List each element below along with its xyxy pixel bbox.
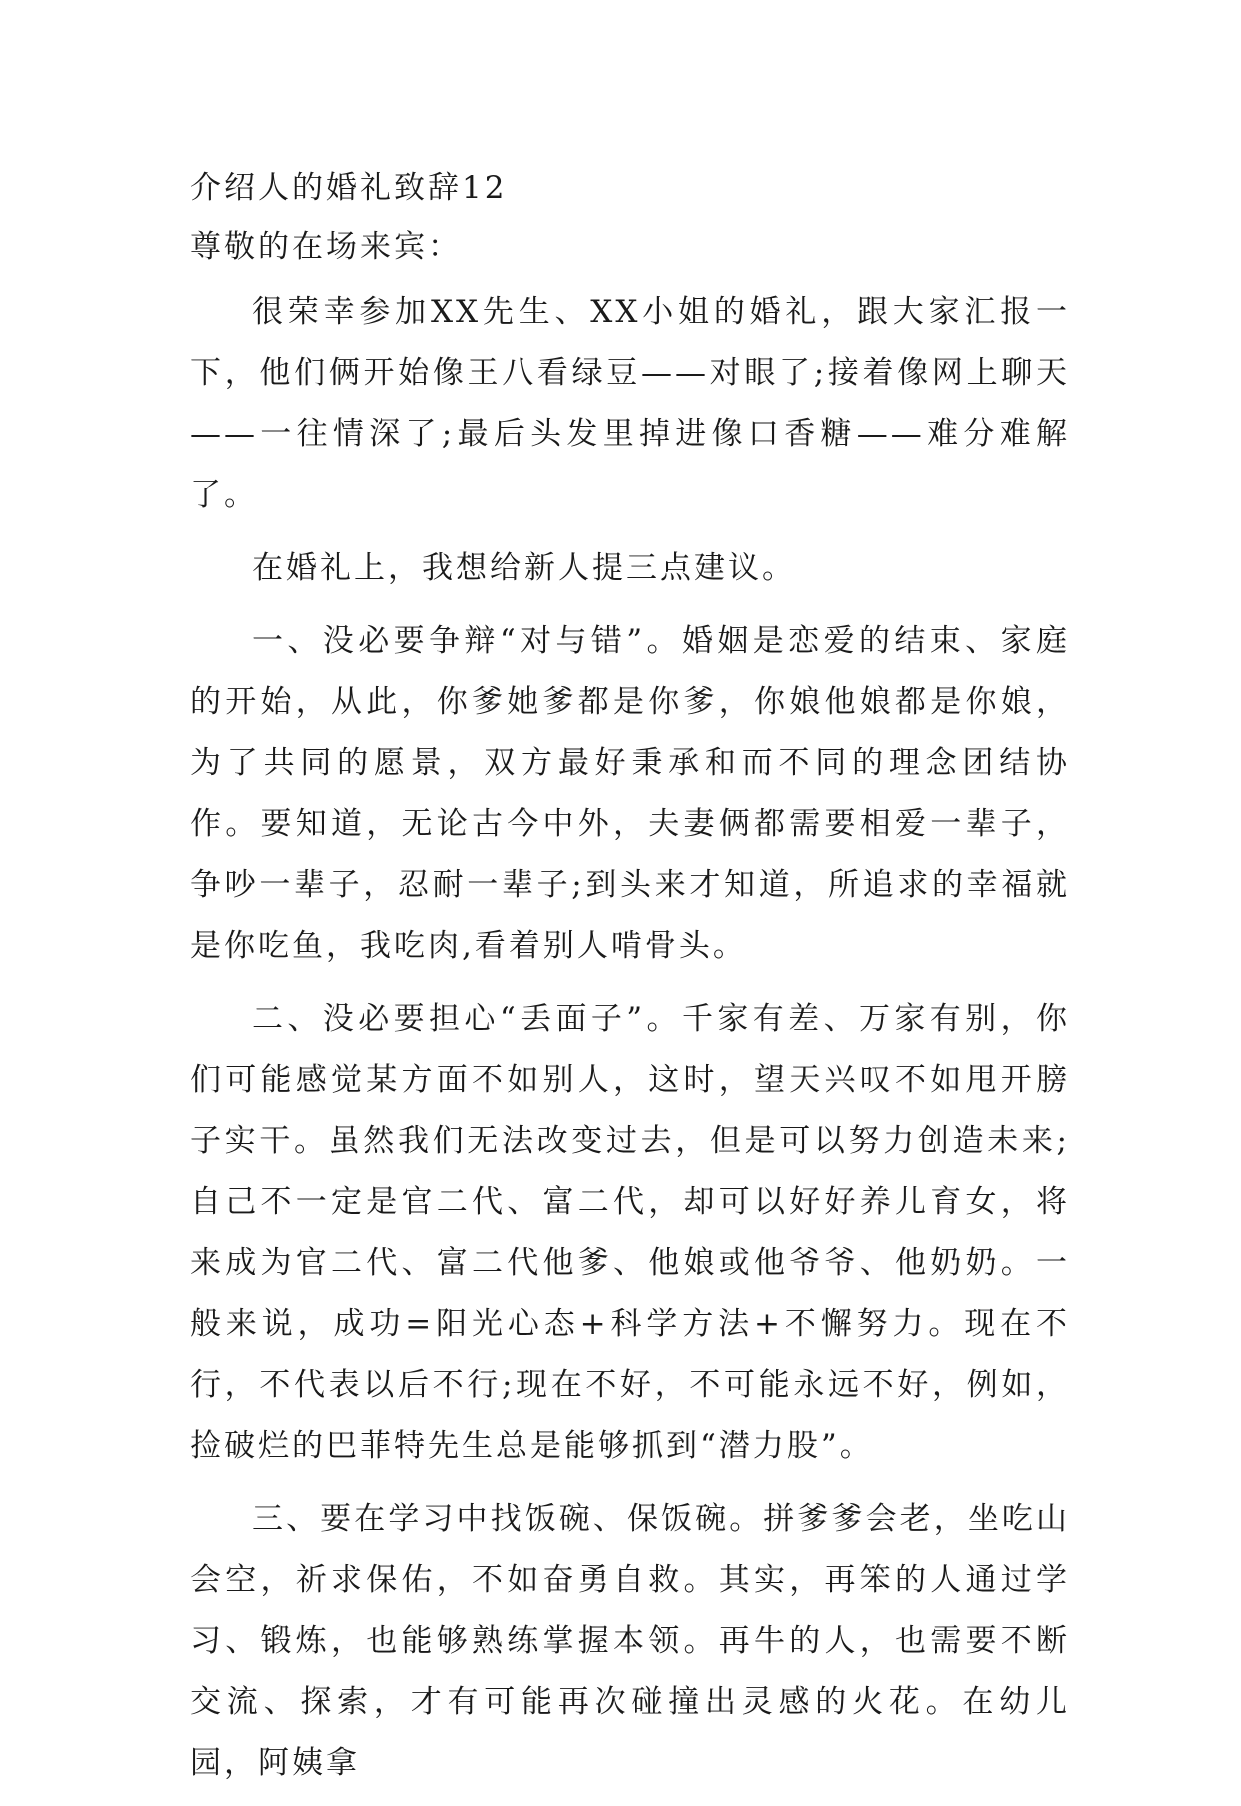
paragraph-intro: 很荣幸参加XX先生、XX小姐的婚礼，跟大家汇报一下，他们俩开始像王八看绿豆——对眼了;接着像网上聊天——一往情深了;最后头发里掉进像口香糖——难分难解了。 bbox=[190, 294, 1070, 513]
paragraph-suggestion-two: 二、没必要担心“丢面子”。千家有差、万家有别，你们可能感觉某方面不如别人，这时，望天兴叹不如甩开膀子实干。虽然我们无法改变过去，但是可以努力创造未来;自己不一定是官二代、富二代，却可以好好养儿育女，将来成为官二代、富二代他爹、他娘或他爷爷、他奶奶。一般来说，成功=阳光心态+科学方法+不懈努力。现在不行，不代表以后不行;现在不好，不可能永远不好，例如，捡破烂的巴菲特先生总是能够抓到“潜力股”。 bbox=[190, 1001, 1070, 1464]
document-body bbox=[190, 282, 1070, 1794]
paragraph-suggestions-intro: 在婚礼上，我想给新人提三点建议。 bbox=[252, 550, 796, 586]
paragraph-suggestion-three: 三、要在学习中找饭碗、保饭碗。拼爹爹会老，坐吃山会空，祈求保佑，不如奋勇自救。其实，再笨的人通过学习、锻炼，也能够熟练掌握本领。再牛的人，也需要不断交流、探索，才有可能再次碰撞出灵感的火花。在幼儿园，阿姨拿 bbox=[190, 1501, 1070, 1781]
salutation: 尊敬的在场来宾： bbox=[190, 229, 462, 265]
paragraph-suggestion-one: 一、没必要争辩“对与错”。婚姻是恋爱的结束、家庭的开始，从此，你爹她爹都是你爹，你娘他娘都是你娘，为了共同的愿景，双方最好秉承和而不同的理念团结协作。要知道，无论古今中外，夫妻俩都需要相爱一辈子，争吵一辈子，忍耐一辈子;到头来才知道，所追求的幸福就是你吃鱼，我吃肉,看着别人啃骨头。 bbox=[190, 623, 1070, 964]
document-page bbox=[190, 160, 1070, 1806]
document-title: 介绍人的婚礼致辞12 bbox=[190, 170, 508, 206]
